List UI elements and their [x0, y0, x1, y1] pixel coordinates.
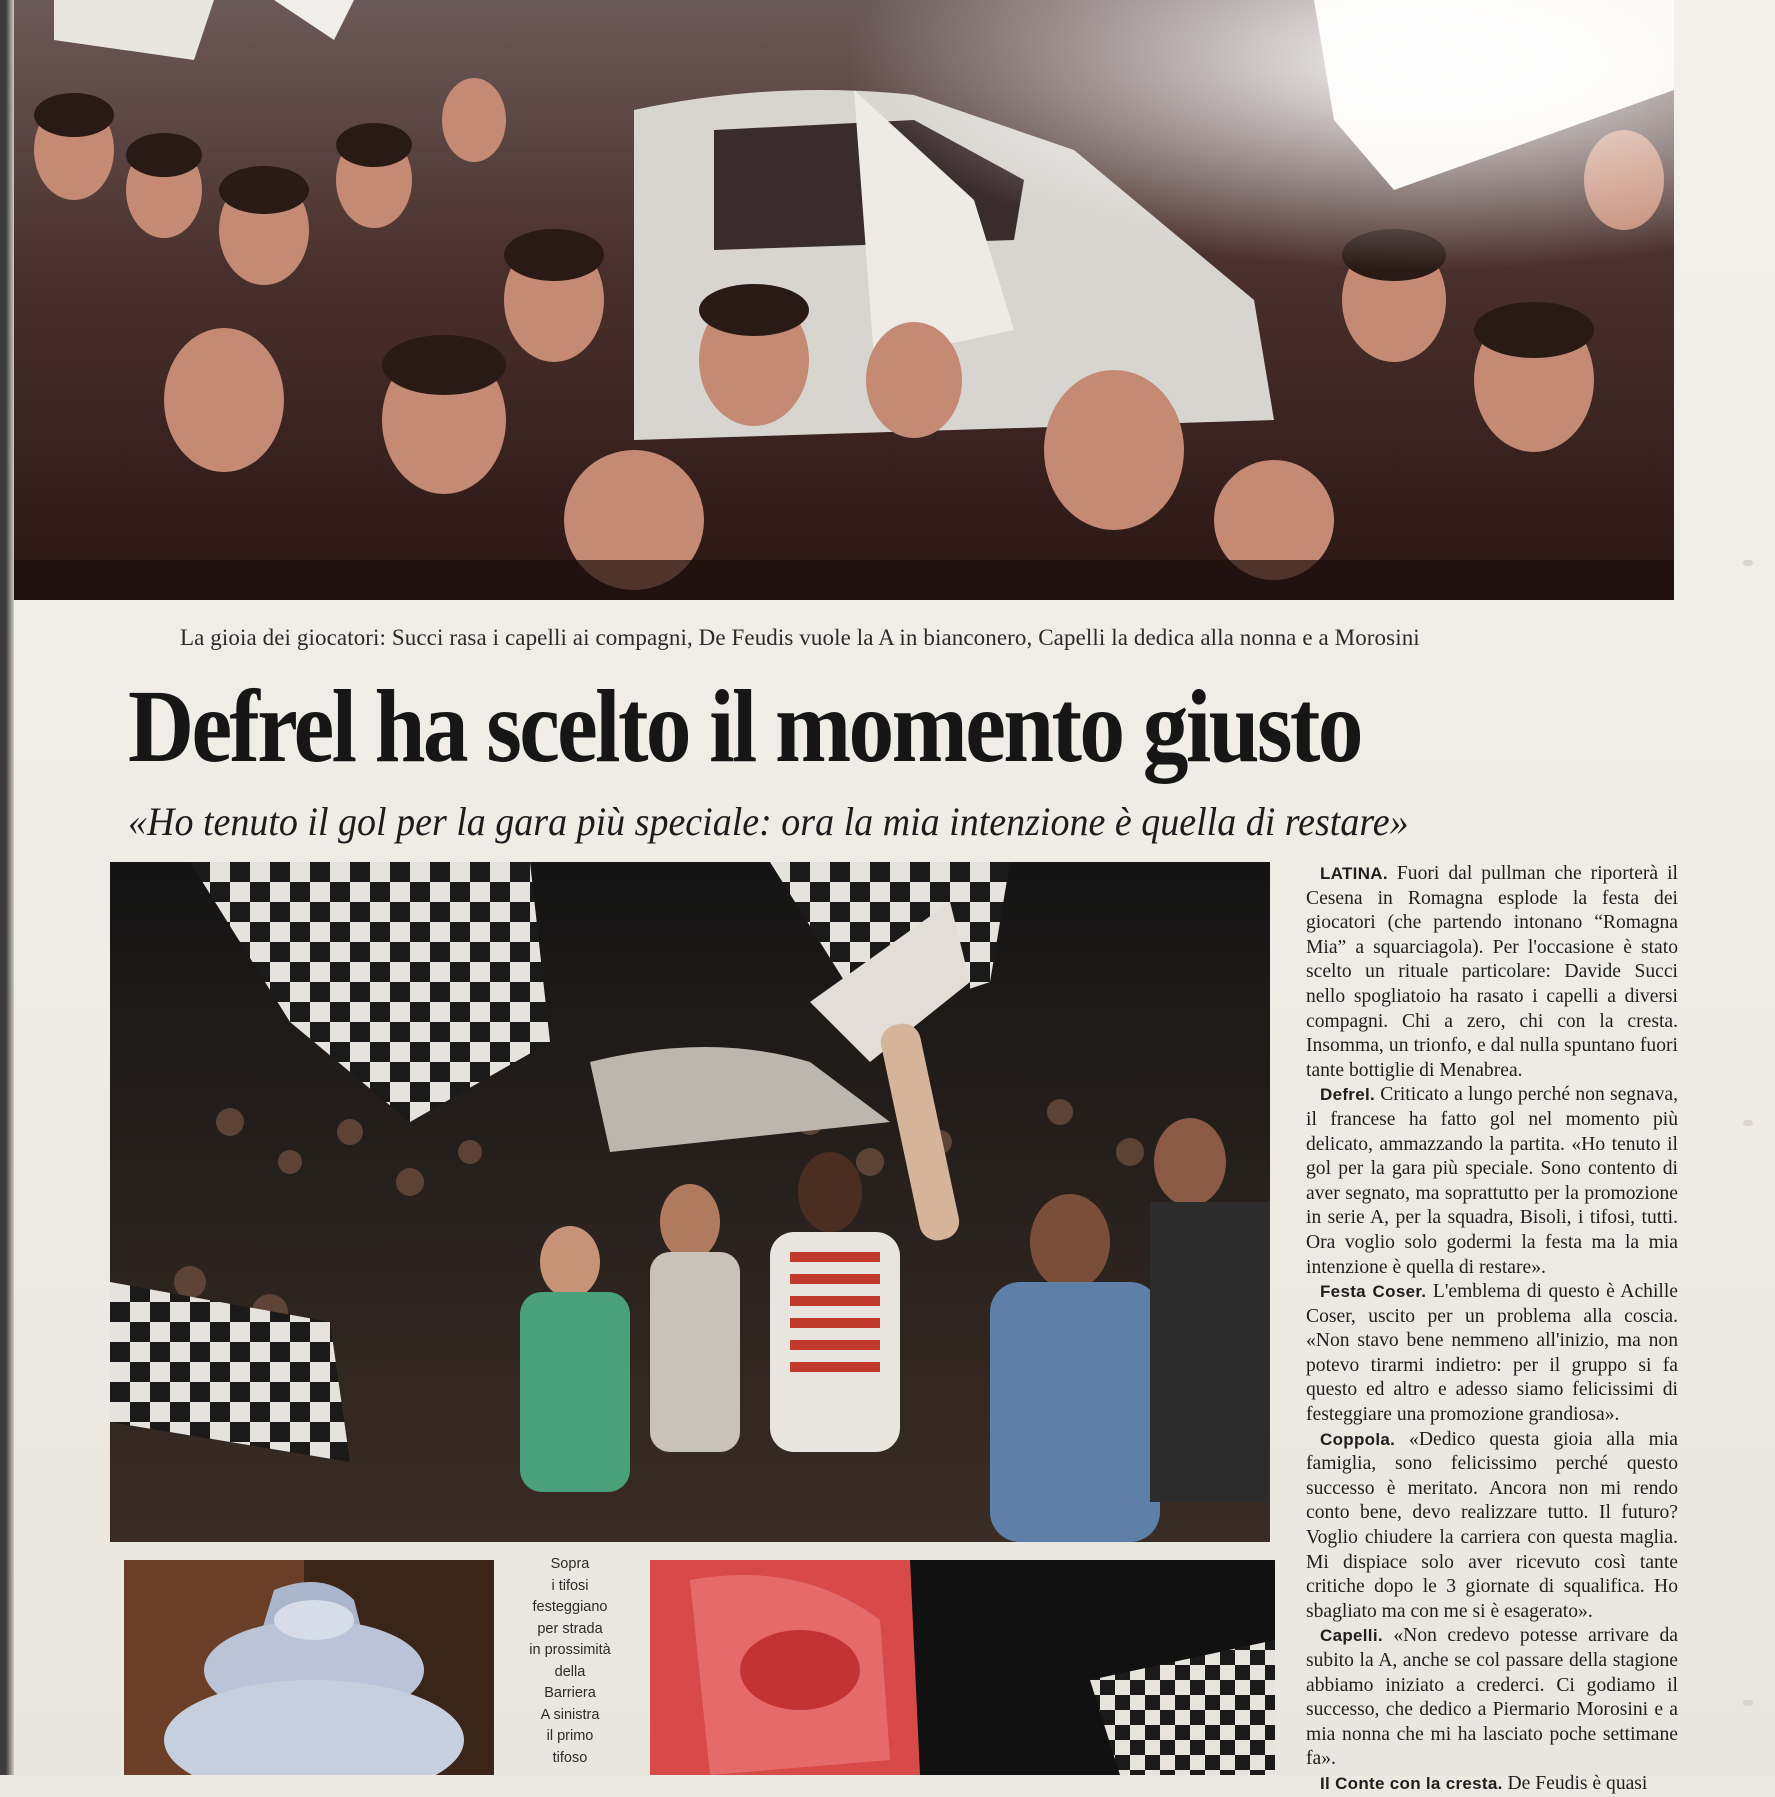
- red-flags-photo: [650, 1560, 1275, 1775]
- caption-line: tifoso: [552, 1749, 588, 1766]
- page-edge: [0, 0, 14, 1775]
- article-paragraph: [1306, 1280, 1678, 1428]
- paragraph-lead: Coppola.: [1320, 1429, 1396, 1449]
- paragraph-lead: Il Conte con la cresta.: [1320, 1773, 1503, 1793]
- paragraph-text: L'emblema di questo è Achille Coser, uscito per un problema alla coscia. «Non stavo bene nemmeno all'inizio, ma non potevo tirarmi indietro: per il gruppo si fa questo ed altro e adesso siamo felicissimi di festeggiare una promozione grandiosa».: [1306, 1281, 1678, 1426]
- fountain-photo: [124, 1560, 494, 1775]
- caption-line: della: [554, 1663, 586, 1680]
- caption-line: A sinistra: [540, 1706, 600, 1723]
- binding-hole: [1743, 1700, 1753, 1706]
- paragraph-text: Fuori dal pullman che riporterà il Cesena in Romagna esplode la festa dei giocatori (che partendo intonano “Romagna Mia” a squarciagola). Per l'occasione è stato scelto un rituale particolare: Davide Succi nello spogliatoio ha rasato i capelli a diversi compagni. Chi a zero, chi con la cresta. Insomma, un trionfo, e dal nulla spuntano fuori tante bottiglie di Menabrea.: [1306, 863, 1678, 1081]
- article-paragraph: [1306, 1428, 1678, 1625]
- caption-line: per strada: [537, 1620, 603, 1637]
- fans-flags-photo: [110, 862, 1270, 1542]
- paragraph-lead: LATINA.: [1320, 864, 1388, 883]
- paragraph-text: «Non credevo potesse arrivare da subito la A, anche se col passare della stagione abbiamo iniziato a crederci. Ci godiamo il successo, che dedico a Piermario Morosini e a mia nonna che mi ha lasciato poche settimane fa».: [1306, 1625, 1678, 1770]
- caption-line: Sopra: [550, 1556, 590, 1572]
- caption-line: il primo: [546, 1728, 594, 1744]
- caption-line: Barriera: [544, 1685, 596, 1701]
- article-paragraph: [1306, 1083, 1678, 1280]
- photo-caption-kicker: La gioia dei giocatori: Succi rasa i capelli ai compagni, De Feudis vuole la A in bianconero, Capelli la dedica alla nonna e a Morosini: [180, 625, 1420, 650]
- caption-line: festeggiano: [532, 1599, 608, 1615]
- paragraph-text: De Feudis è quasi: [1502, 1772, 1648, 1794]
- page-title: Defrel ha scelto il momento giusto: [128, 669, 1361, 784]
- subheadline-quote: «Ho tenuto il gol per la gara più speciale: ora la mia intenzione è quella di restare»: [128, 799, 1409, 844]
- paragraph-text: «Dedico questa gioia alla mia famiglia, sono felicissimo perché questo successo è meritato. Ancora non mi rendo conto bene, devo realizzare tutto. Il futuro? Voglio chiudere la carriera con questa maglia. Mi dispiace solo aver ricevuto così tante critiche dopo le 3 giornate di squalifica. Ho sbagliato ma con me si è esagerato».: [1306, 1428, 1678, 1622]
- paragraph-text: Criticato a lungo perché non segnava, il francese ha fatto gol nel momento più delicato, ammazzando la partita. «Ho tenuto il gol per la gara più speciale. Sono contento di aver segnato, ma soprattutto per la promozione in serie A, per la squadra, Bisoli, i tifosi, tutti. Ora voglio solo godermi la festa ma la mia intenzione è quella di restare».: [1306, 1084, 1678, 1278]
- binding-hole: [1743, 560, 1753, 566]
- article-paragraph: [1306, 862, 1678, 1083]
- caption-line: in prossimità: [529, 1642, 611, 1658]
- top-crowd-photo: [14, 0, 1674, 600]
- article-paragraph: [1306, 1624, 1678, 1772]
- binding-hole: [1743, 1120, 1753, 1126]
- paragraph-lead: Festa Coser.: [1320, 1282, 1427, 1302]
- article-paragraph: [1306, 1772, 1678, 1797]
- paragraph-lead: Defrel.: [1320, 1085, 1376, 1105]
- article-body: [1306, 862, 1678, 1797]
- paragraph-lead: Capelli.: [1320, 1626, 1383, 1646]
- photo-caption-side: [515, 1554, 625, 1769]
- caption-line: i tifosi: [551, 1577, 589, 1594]
